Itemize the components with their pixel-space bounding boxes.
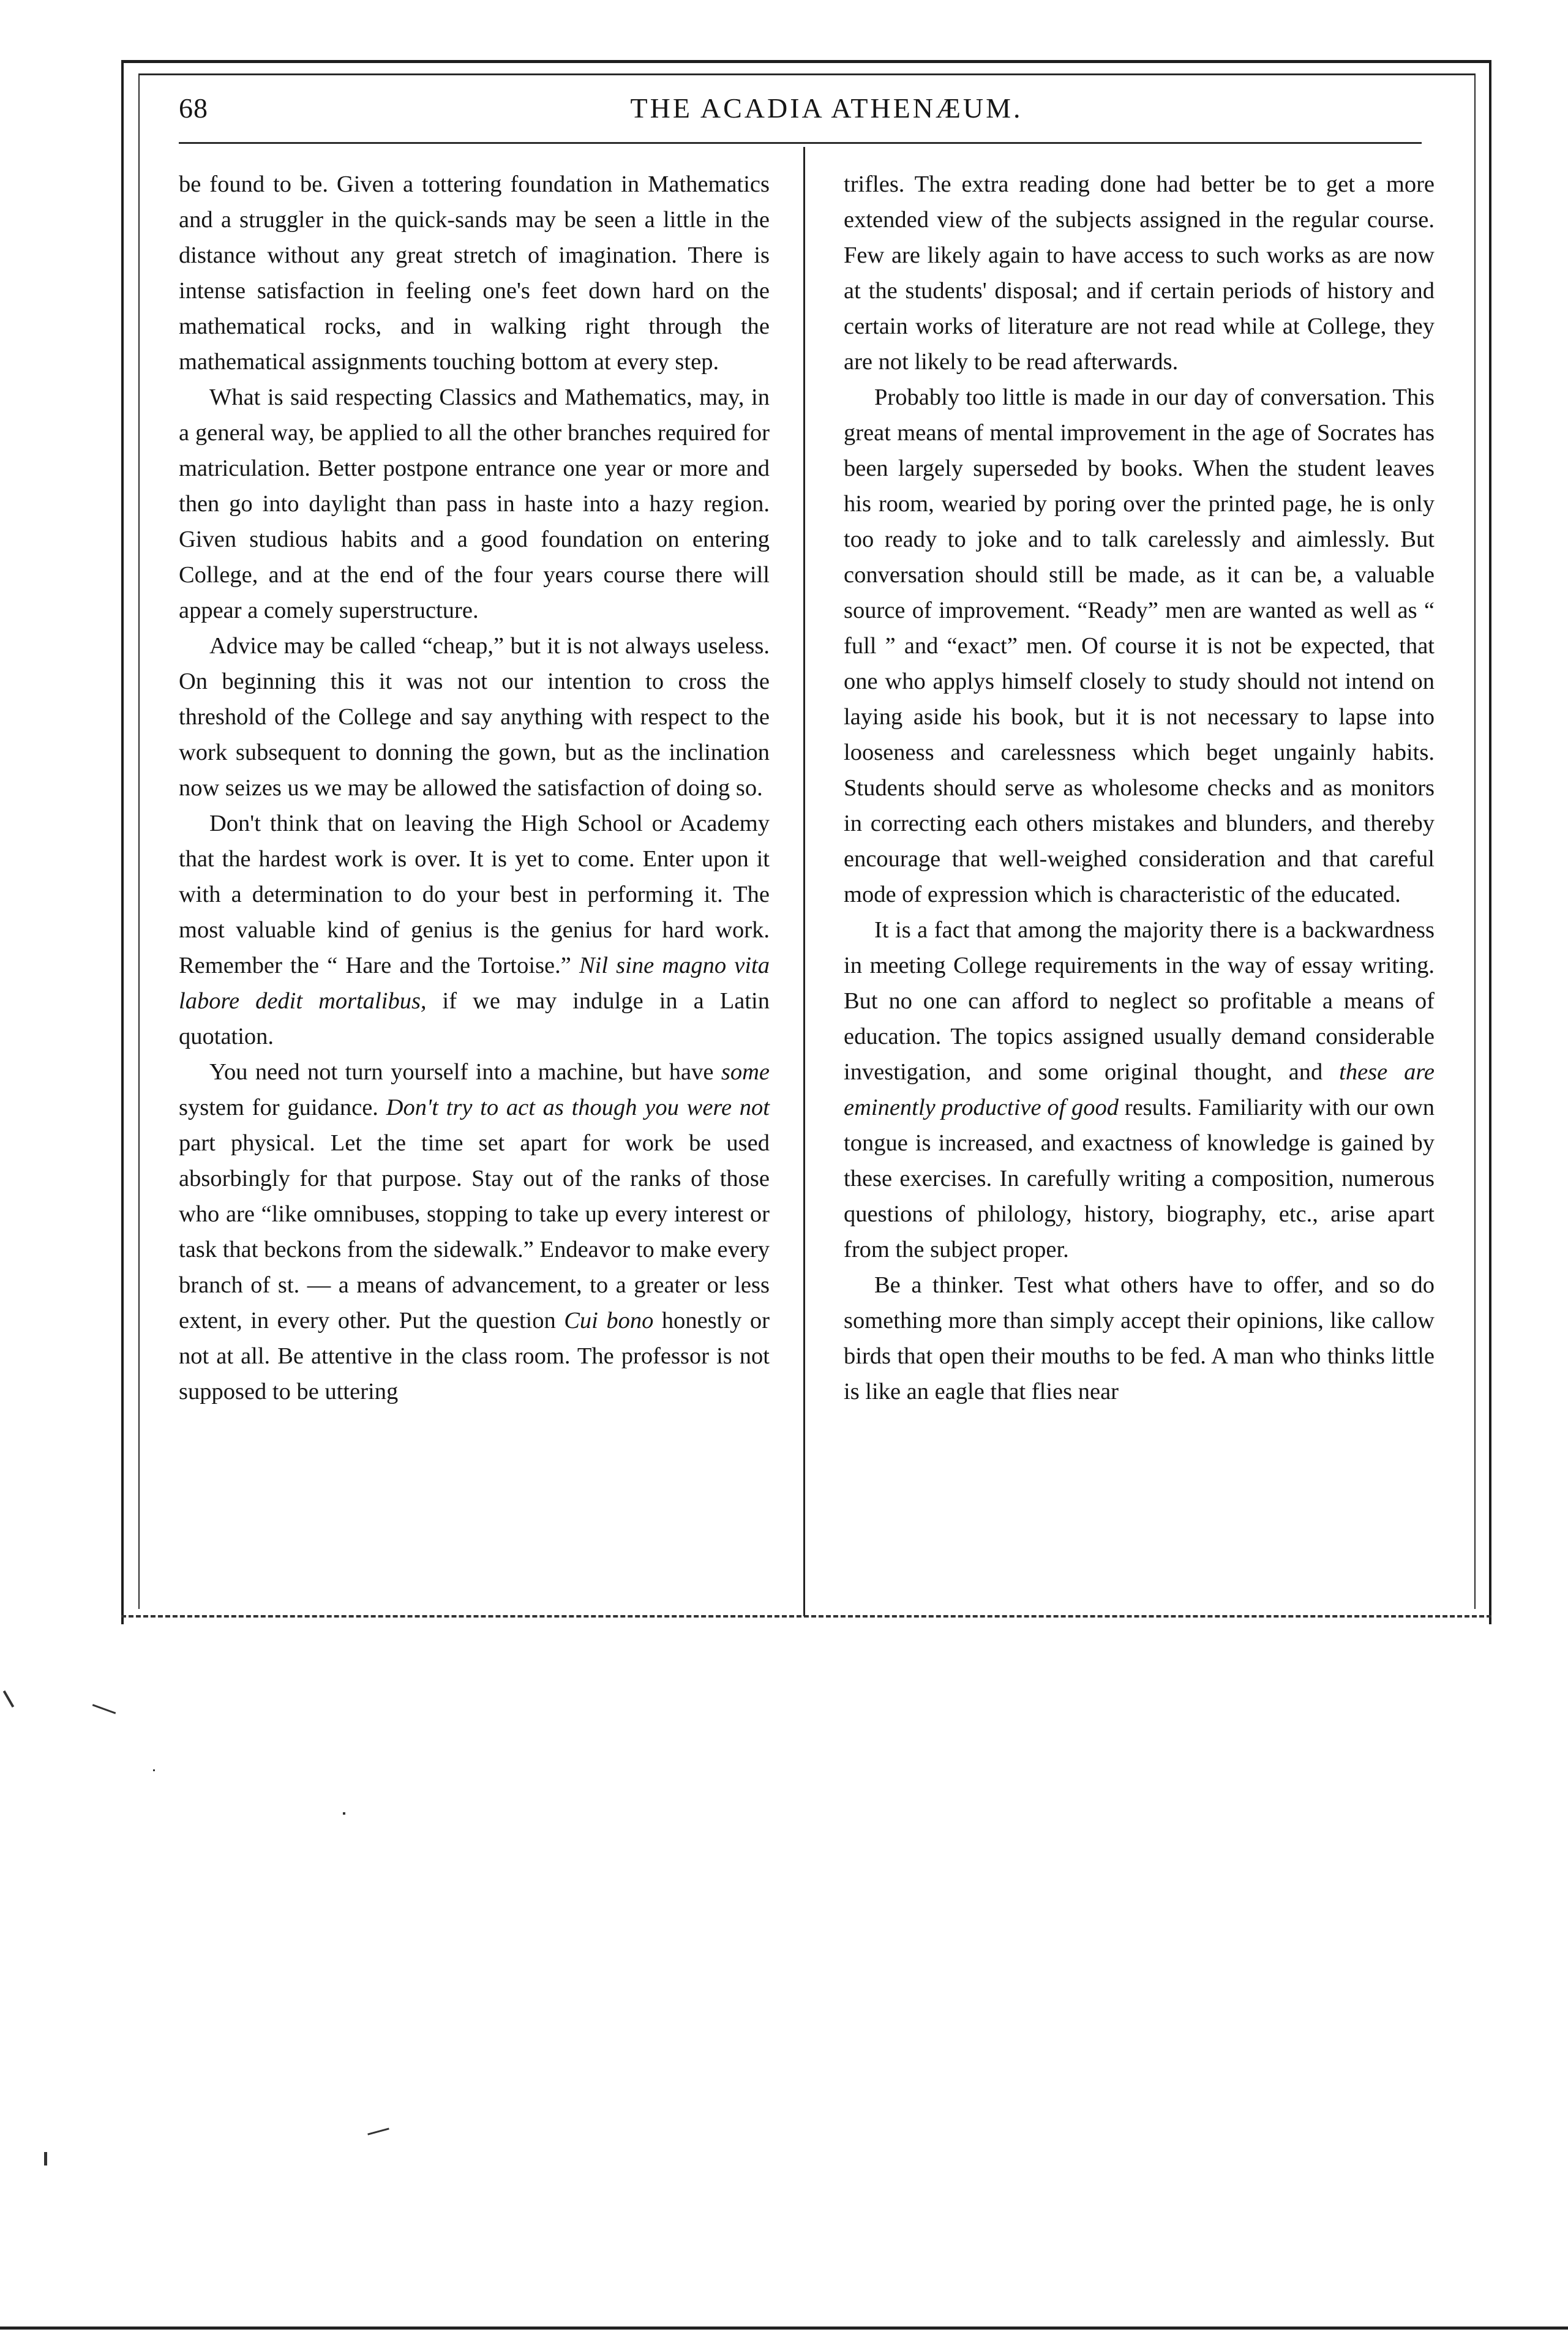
emphasis-eminently-productive: these are eminently productive of good: [844, 1059, 1435, 1120]
emphasis-dont-try: Don't try to act as though you were not: [386, 1095, 770, 1120]
page-number: 68: [179, 92, 208, 124]
left-paragraph-4: [179, 806, 770, 1054]
speck-mark: [44, 2152, 47, 2165]
left-paragraph-5-text-d: honestly or not at all. Be attentive in the class room. The professor is not supposed to be uttering: [179, 1308, 770, 1404]
speck-mark: [153, 1769, 155, 1771]
page-bottom-rule: [0, 2327, 1568, 2330]
right-paragraph-3-tail: results. Familiarity with our own tongue is increased, and exactness of knowledge is gained by these exercises. In carefully writing a composition, numerous questions of philology, history, biography, etc., arise apart from the subject proper.: [844, 1095, 1435, 1262]
speck-mark: [343, 1812, 345, 1815]
left-paragraph-5-text-b: system for guidance.: [179, 1095, 386, 1120]
latin-quotation: Nil sine magno vita labore dedit mortalibus,: [179, 953, 770, 1014]
left-paragraph-1: be found to be. Given a tottering foundation in Mathematics and a struggler in the quick-sands may be seen a little in the distance without any great stretch of imagination. There is intense satisfaction in feeling one's feet down hard on the mathematical rocks, and in walking right through the mathematical assignments touching bottom at every step.: [179, 171, 770, 375]
right-paragraph-1: trifles. The extra reading done had better be to get a more extended view of the subjects assigned in the regular course. Few are likely again to have access to such works as are now at the students' disposal; and if certain periods of history and certain works of literature are not read while at College, they are not likely to be read afterwards.: [844, 171, 1435, 375]
left-paragraph-5-text-c: part physical. Let the time set apart for work be used absorbingly for that purpose. Stay out of the ranks of those who are “like omnibuses, stopping to take up every interest or task that beckons from the sidewalk.” Endeavor to make every branch of st. — a means of advancement, to a greater or less extent, in every other. Put the question: [179, 1130, 770, 1333]
speck-mark: [367, 2128, 389, 2135]
page-frame-bottom-rule: [121, 1615, 1491, 1618]
left-paragraph-2: What is said respecting Classics and Mathematics, may, in a general way, be applied to all the other branches required for matriculation. Better postpone entrance one year or more and then go into daylight than pass in haste into a hazy region. Given studious habits and a good foundation on entering College, and at the end of the four years course there will appear a comely superstructure.: [179, 384, 770, 623]
right-column: [844, 167, 1435, 1409]
speck-mark: [92, 1704, 116, 1714]
right-paragraph-2: Probably too little is made in our day of conversation. This great means of mental improvement in the age of Socrates has been largely superseded by books. When the student leaves his room, wearied by poring over the printed page, he is only too ready to joke and to talk carelessly and aimlessly. But conversation should still be made, as it can be, a valuable source of improvement. “Ready” men are wanted as well as “ full ” and “exact” men. Of course it is not be expected, that one who applys himself closely to study should not intend on laying aside his book, but it is not necessary to lapse into looseness and carelessness which beget ungainly habits. Students should serve as wholesome checks and as monitors in correcting each others mistakes and blunders, and thereby encourage that well-weighed consideration and that careful mode of expression which is characteristic of the educated.: [844, 384, 1435, 907]
right-paragraph-4: Be a thinker. Test what others have to offer, and so do something more than simply accept their opinions, like callow birds that open their mouths to be fed. A man who thinks little is like an eagle that flies near: [844, 1272, 1435, 1404]
speck-mark: [3, 1690, 14, 1708]
emphasis-cui-bono: Cui bono: [564, 1308, 654, 1333]
right-paragraph-3-text: It is a fact that among the majority there is a backwardness in meeting College requirements in the way of essay writing. But no one can afford to neglect so profitable a means of education. The topics assigned usually demand considerable investigation, and some original thought, and: [844, 917, 1435, 1085]
left-paragraph-5-text: You need not turn yourself into a machine, but have: [209, 1059, 721, 1085]
emphasis-some: some: [721, 1059, 770, 1085]
left-paragraph-4-tail: if we may indulge in a Latin quotation.: [179, 988, 770, 1049]
running-title: THE ACADIA ATHENÆUM.: [630, 92, 1023, 124]
left-paragraph-4-text: Don't think that on leaving the High School or Academy that the hardest work is over. It is yet to come. Enter upon it with a determination to do your best in performing it. The most valuable kind of genius is the genius for hard work. Remember the “ Hare and the Tortoise.”: [179, 811, 770, 978]
left-paragraph-5: [179, 1054, 770, 1409]
right-paragraph-3: [844, 912, 1435, 1267]
left-paragraph-3: Advice may be called “cheap,” but it is not always useless. On beginning this it was not our intention to cross the threshold of the College and say anything with respect to the work subsequent to donning the gown, but as the inclination now seizes us we may be allowed the satisfaction of doing so.: [179, 633, 770, 801]
header-rule: [179, 142, 1422, 144]
left-column: [179, 167, 770, 1409]
column-divider: [803, 147, 805, 1616]
